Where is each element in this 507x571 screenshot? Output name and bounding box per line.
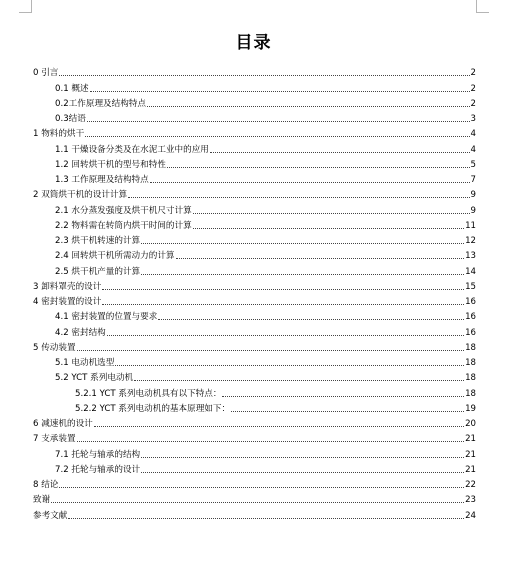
toc-page-number: 21 bbox=[465, 449, 476, 460]
toc-entry-title: 2 双筒烘干机的设计计算 bbox=[33, 190, 128, 201]
toc-entry[interactable] bbox=[33, 429, 476, 444]
toc-entry[interactable] bbox=[33, 292, 476, 307]
toc-entry-title: 7.1 托轮与轴承的结构 bbox=[55, 449, 141, 460]
toc-page-number: 15 bbox=[465, 281, 476, 292]
toc-entry[interactable] bbox=[33, 78, 476, 93]
toc-entry-title: 5.2 YCT 系列电动机 bbox=[55, 373, 134, 384]
toc-entry[interactable] bbox=[33, 231, 476, 246]
toc-entry[interactable] bbox=[33, 124, 476, 139]
toc-dot-leader bbox=[59, 75, 469, 76]
toc-entry[interactable] bbox=[33, 155, 476, 170]
toc-dot-leader bbox=[85, 136, 469, 137]
toc-page-number: 18 bbox=[465, 388, 476, 399]
toc-page-number: 16 bbox=[465, 327, 476, 338]
toc-dot-leader bbox=[231, 411, 464, 412]
toc-entry[interactable] bbox=[33, 353, 476, 368]
toc-entry-title: 2.4 回转烘干机所需动力的计算 bbox=[55, 251, 175, 262]
toc-dot-leader bbox=[193, 228, 464, 229]
toc-entry-title: 0.1 概述 bbox=[55, 83, 89, 94]
toc-entry-title: 6 减速机的设计 bbox=[33, 419, 93, 429]
toc-page-number: 23 bbox=[465, 495, 476, 506]
toc-entry[interactable] bbox=[33, 490, 476, 505]
toc-dot-leader bbox=[102, 289, 464, 290]
toc-page-number: 11 bbox=[465, 220, 476, 231]
toc-entry[interactable] bbox=[33, 368, 476, 383]
toc-page-number: 12 bbox=[465, 236, 476, 246]
toc-dot-leader bbox=[210, 152, 470, 153]
crop-mark-top-right bbox=[476, 0, 489, 13]
table-of-contents bbox=[33, 63, 476, 521]
toc-page-number: 2 bbox=[470, 83, 476, 94]
toc-entry-title: 7 支承装置 bbox=[33, 434, 76, 445]
toc-dot-leader bbox=[158, 319, 464, 320]
toc-page-number: 4 bbox=[470, 144, 476, 155]
toc-entry[interactable] bbox=[33, 94, 476, 109]
page-title: 目录 bbox=[235, 33, 272, 53]
toc-entry[interactable] bbox=[33, 63, 476, 78]
toc-page-number: 2 bbox=[470, 98, 476, 109]
toc-entry[interactable] bbox=[33, 322, 476, 337]
toc-entry[interactable] bbox=[33, 399, 476, 414]
toc-entry[interactable] bbox=[33, 383, 476, 398]
toc-page-number: 2 bbox=[470, 68, 476, 79]
toc-entry[interactable] bbox=[33, 475, 476, 490]
toc-entry-title: 0.3结语 bbox=[55, 114, 86, 124]
toc-page-number: 5 bbox=[470, 159, 476, 170]
toc-page-number: 21 bbox=[465, 434, 476, 445]
toc-entry[interactable] bbox=[33, 261, 476, 276]
toc-entry[interactable] bbox=[33, 460, 476, 475]
toc-dot-leader bbox=[115, 365, 464, 366]
toc-dot-leader bbox=[128, 197, 469, 198]
toc-entry-title: 8 结论 bbox=[33, 480, 59, 490]
toc-entry-title: 5.2.2 YCT 系列电动机的基本原理如下： bbox=[75, 403, 231, 414]
toc-page-number: 14 bbox=[465, 266, 476, 277]
toc-entry-title: 5.2.1 YCT 系列电动机具有以下特点： bbox=[75, 388, 222, 399]
toc-page-number: 16 bbox=[465, 312, 476, 323]
toc-dot-leader bbox=[222, 396, 464, 397]
toc-page-number: 22 bbox=[465, 480, 476, 490]
toc-entry-title: 4.2 密封结构 bbox=[55, 327, 106, 338]
toc-dot-leader bbox=[87, 121, 470, 122]
toc-dot-leader bbox=[102, 304, 464, 305]
toc-dot-leader bbox=[94, 426, 464, 427]
toc-dot-leader bbox=[77, 441, 464, 442]
toc-entry[interactable] bbox=[33, 307, 476, 322]
toc-dot-leader bbox=[141, 472, 464, 473]
toc-dot-leader bbox=[77, 350, 464, 351]
toc-entry[interactable] bbox=[33, 185, 476, 200]
toc-entry[interactable] bbox=[33, 338, 476, 353]
toc-entry-title: 1.3 工作原理及结构特点 bbox=[55, 175, 149, 185]
toc-dot-leader bbox=[90, 91, 470, 92]
toc-dot-leader bbox=[193, 213, 470, 214]
toc-page-number: 18 bbox=[465, 373, 476, 384]
toc-entry-title: 5 传动装置 bbox=[33, 342, 76, 353]
toc-entry[interactable] bbox=[33, 277, 476, 292]
toc-page-number: 4 bbox=[470, 129, 476, 140]
toc-entry[interactable] bbox=[33, 216, 476, 231]
toc-entry[interactable] bbox=[33, 505, 476, 520]
toc-dot-leader bbox=[141, 243, 464, 244]
toc-dot-leader bbox=[150, 182, 470, 183]
toc-entry[interactable] bbox=[33, 444, 476, 459]
toc-page-number: 16 bbox=[465, 297, 476, 307]
toc-dot-leader bbox=[147, 106, 470, 107]
toc-dot-leader bbox=[68, 518, 464, 519]
toc-dot-leader bbox=[176, 258, 465, 259]
toc-entry-title: 1.1 干燥设备分类及在水泥工业中的应用 bbox=[55, 144, 209, 155]
toc-entry-title: 0 引言 bbox=[33, 68, 59, 79]
toc-page-number: 18 bbox=[465, 358, 476, 368]
toc-entry-title: 2.2 物料需在转筒内烘干时间的计算 bbox=[55, 220, 192, 231]
toc-page-number: 13 bbox=[465, 251, 476, 262]
toc-page-number: 3 bbox=[470, 114, 476, 124]
toc-dot-leader bbox=[167, 167, 470, 168]
toc-dot-leader bbox=[59, 487, 464, 488]
toc-entry[interactable] bbox=[33, 109, 476, 124]
toc-entry[interactable] bbox=[33, 139, 476, 154]
toc-entry[interactable] bbox=[33, 200, 476, 215]
toc-page-number: 7 bbox=[470, 175, 476, 185]
toc-entry-title: 致谢 bbox=[33, 495, 51, 506]
toc-entry-title: 5.1 电动机选型 bbox=[55, 358, 115, 368]
toc-entry-title: 2.1 水分蒸发强度及烘干机尺寸计算 bbox=[55, 205, 192, 216]
toc-page-number: 20 bbox=[465, 419, 476, 429]
toc-dot-leader bbox=[51, 502, 464, 503]
toc-entry-title: 1.2 回转烘干机的型号和特性 bbox=[55, 159, 166, 170]
toc-page-number: 24 bbox=[465, 510, 476, 521]
crop-mark-top-left bbox=[19, 0, 32, 13]
toc-entry-title: 1 物料的烘干 bbox=[33, 129, 85, 140]
toc-entry-title: 参考文献 bbox=[33, 510, 68, 521]
toc-entry-title: 4 密封装置的设计 bbox=[33, 297, 102, 307]
toc-page-number: 18 bbox=[465, 342, 476, 353]
toc-entry[interactable] bbox=[33, 414, 476, 429]
toc-page-number: 21 bbox=[465, 464, 476, 475]
toc-dot-leader bbox=[107, 335, 464, 336]
toc-entry[interactable] bbox=[33, 170, 476, 185]
toc-entry-title: 2.5 烘干机产量的计算 bbox=[55, 266, 141, 277]
toc-dot-leader bbox=[141, 274, 464, 275]
toc-entry-title: 3 卸料罩壳的设计 bbox=[33, 281, 102, 292]
toc-entry-title: 2.3 烘干机转速的计算 bbox=[55, 236, 141, 246]
toc-entry-title: 4.1 密封装置的位置与要求 bbox=[55, 312, 158, 323]
toc-dot-leader bbox=[134, 380, 464, 381]
toc-page-number: 19 bbox=[465, 403, 476, 414]
toc-page-number: 9 bbox=[470, 205, 476, 216]
toc-entry[interactable] bbox=[33, 246, 476, 261]
toc-entry-title: 0.2工作原理及结构特点 bbox=[55, 98, 147, 109]
toc-dot-leader bbox=[141, 457, 464, 458]
toc-entry-title: 7.2 托轮与轴承的设计 bbox=[55, 464, 141, 475]
toc-page-number: 9 bbox=[470, 190, 476, 201]
